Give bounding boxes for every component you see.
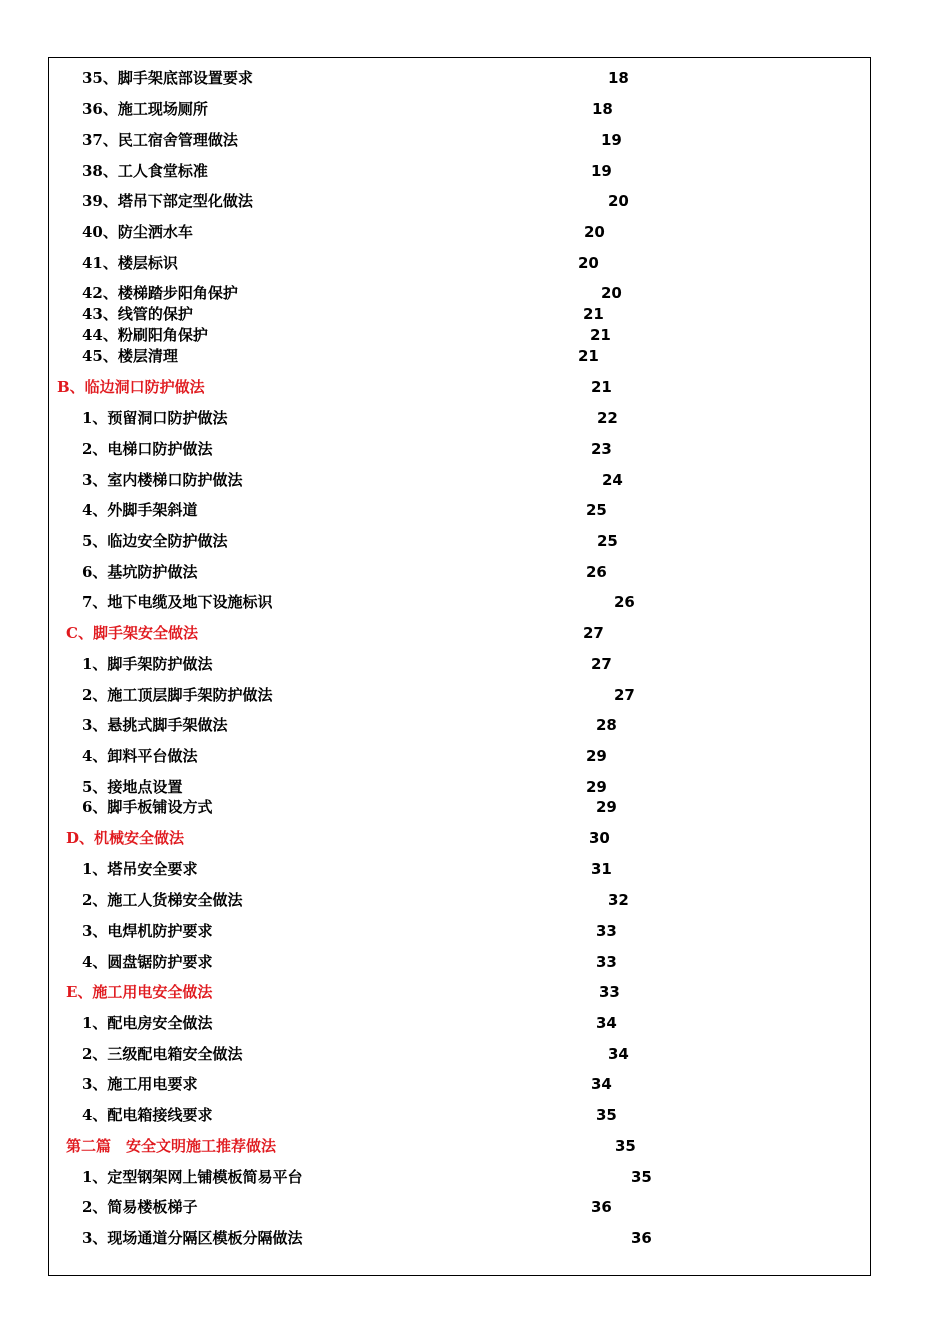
toc-page-number: 20 bbox=[578, 254, 599, 272]
toc-item-title: 2、三级配电箱安全做法 bbox=[82, 1045, 243, 1063]
toc-page-number: 32 bbox=[608, 891, 629, 909]
toc-page-number: 30 bbox=[589, 829, 610, 847]
toc-page-number: 31 bbox=[591, 860, 612, 878]
toc-item-title: 5、临边安全防护做法 bbox=[82, 532, 228, 550]
toc-item-title: 1、脚手架防护做法 bbox=[82, 655, 213, 673]
toc-section-title: B、临边洞口防护做法 bbox=[57, 378, 205, 396]
toc-item-title: 7、地下电缆及地下设施标识 bbox=[82, 593, 273, 611]
toc-page-number: 21 bbox=[590, 326, 611, 344]
toc-item-title: 3、电焊机防护要求 bbox=[82, 922, 213, 940]
toc-page-number: 24 bbox=[602, 471, 623, 489]
toc-page-number: 29 bbox=[586, 778, 607, 796]
toc-page-number: 26 bbox=[586, 563, 607, 581]
toc-page-number: 35 bbox=[596, 1106, 617, 1124]
toc-item-title: 2、简易楼板梯子 bbox=[82, 1198, 198, 1216]
toc-page-number: 27 bbox=[591, 655, 612, 673]
toc-page-number: 21 bbox=[583, 305, 604, 323]
toc-item-title: 39、塔吊下部定型化做法 bbox=[82, 192, 253, 210]
toc-item-title: 44、粉刷阳角保护 bbox=[82, 326, 208, 344]
toc-page-number: 25 bbox=[586, 501, 607, 519]
toc-item-title: 2、施工人货梯安全做法 bbox=[82, 891, 243, 909]
toc-page-number: 20 bbox=[584, 223, 605, 241]
toc-item-title: 36、施工现场厕所 bbox=[82, 100, 208, 118]
toc-page-number: 22 bbox=[597, 409, 618, 427]
toc-item-title: 1、预留洞口防护做法 bbox=[82, 409, 228, 427]
toc-item-title: 38、工人食堂标准 bbox=[82, 162, 208, 180]
toc-page-number: 21 bbox=[591, 378, 612, 396]
toc-item-title: 2、施工顶层脚手架防护做法 bbox=[82, 686, 273, 704]
toc-page-number: 19 bbox=[591, 162, 612, 180]
toc-page-number: 18 bbox=[592, 100, 613, 118]
toc-page-number: 27 bbox=[583, 624, 604, 642]
toc-item-title: 3、悬挑式脚手架做法 bbox=[82, 716, 228, 734]
toc-item-title: 5、接地点设置 bbox=[82, 778, 183, 796]
toc-item-title: 1、定型钢架网上铺模板简易平台 bbox=[82, 1168, 303, 1186]
toc-item-title: 3、现场通道分隔区模板分隔做法 bbox=[82, 1229, 303, 1247]
toc-page-number: 29 bbox=[586, 747, 607, 765]
toc-page-number: 33 bbox=[596, 922, 617, 940]
toc-section-title: C、脚手架安全做法 bbox=[66, 624, 198, 642]
toc-section-title: 第二篇 安全文明施工推荐做法 bbox=[66, 1137, 277, 1155]
toc-page-number: 20 bbox=[601, 284, 622, 302]
toc-item-title: 37、民工宿舍管理做法 bbox=[82, 131, 238, 149]
toc-item-title: 4、圆盘锯防护要求 bbox=[82, 953, 213, 971]
toc-item-title: 1、塔吊安全要求 bbox=[82, 860, 198, 878]
toc-page-number: 36 bbox=[591, 1198, 612, 1216]
toc-page-number: 33 bbox=[596, 953, 617, 971]
toc-page-number: 26 bbox=[614, 593, 635, 611]
toc-page-number: 29 bbox=[596, 798, 617, 816]
toc-item-title: 40、防尘洒水车 bbox=[82, 223, 193, 241]
toc-item-title: 1、配电房安全做法 bbox=[82, 1014, 213, 1032]
toc-page-number: 25 bbox=[597, 532, 618, 550]
toc-item-title: 6、脚手板铺设方式 bbox=[82, 798, 213, 816]
toc-item-title: 4、配电箱接线要求 bbox=[82, 1106, 213, 1124]
toc-item-title: 2、电梯口防护做法 bbox=[82, 440, 213, 458]
toc-page-number: 20 bbox=[608, 192, 629, 210]
toc-page-number: 34 bbox=[596, 1014, 617, 1032]
toc-item-title: 3、施工用电要求 bbox=[82, 1075, 198, 1093]
toc-page-number: 34 bbox=[591, 1075, 612, 1093]
toc-page-number: 33 bbox=[599, 983, 620, 1001]
toc-item-title: 43、线管的保护 bbox=[82, 305, 193, 323]
toc-page-number: 18 bbox=[608, 69, 629, 87]
toc-page-number: 34 bbox=[608, 1045, 629, 1063]
toc-section-title: E、施工用电安全做法 bbox=[66, 983, 213, 1001]
toc-item-title: 42、楼梯踏步阳角保护 bbox=[82, 284, 238, 302]
toc-page-number: 36 bbox=[631, 1229, 652, 1247]
toc-page-number: 21 bbox=[578, 347, 599, 365]
toc-item-title: 45、楼层清理 bbox=[82, 347, 178, 365]
toc-page-number: 27 bbox=[614, 686, 635, 704]
toc-item-title: 41、楼层标识 bbox=[82, 254, 178, 272]
toc-item-title: 6、基坑防护做法 bbox=[82, 563, 198, 581]
toc-item-title: 4、卸料平台做法 bbox=[82, 747, 198, 765]
toc-page-number: 35 bbox=[631, 1168, 652, 1186]
toc-item-title: 4、外脚手架斜道 bbox=[82, 501, 198, 519]
toc-section-title: D、机械安全做法 bbox=[66, 829, 185, 847]
toc-page-number: 35 bbox=[615, 1137, 636, 1155]
toc-page-number: 23 bbox=[591, 440, 612, 458]
toc-item-title: 35、脚手架底部设置要求 bbox=[82, 69, 253, 87]
toc-page-number: 28 bbox=[596, 716, 617, 734]
toc-item-title: 3、室内楼梯口防护做法 bbox=[82, 471, 243, 489]
toc-page-number: 19 bbox=[601, 131, 622, 149]
